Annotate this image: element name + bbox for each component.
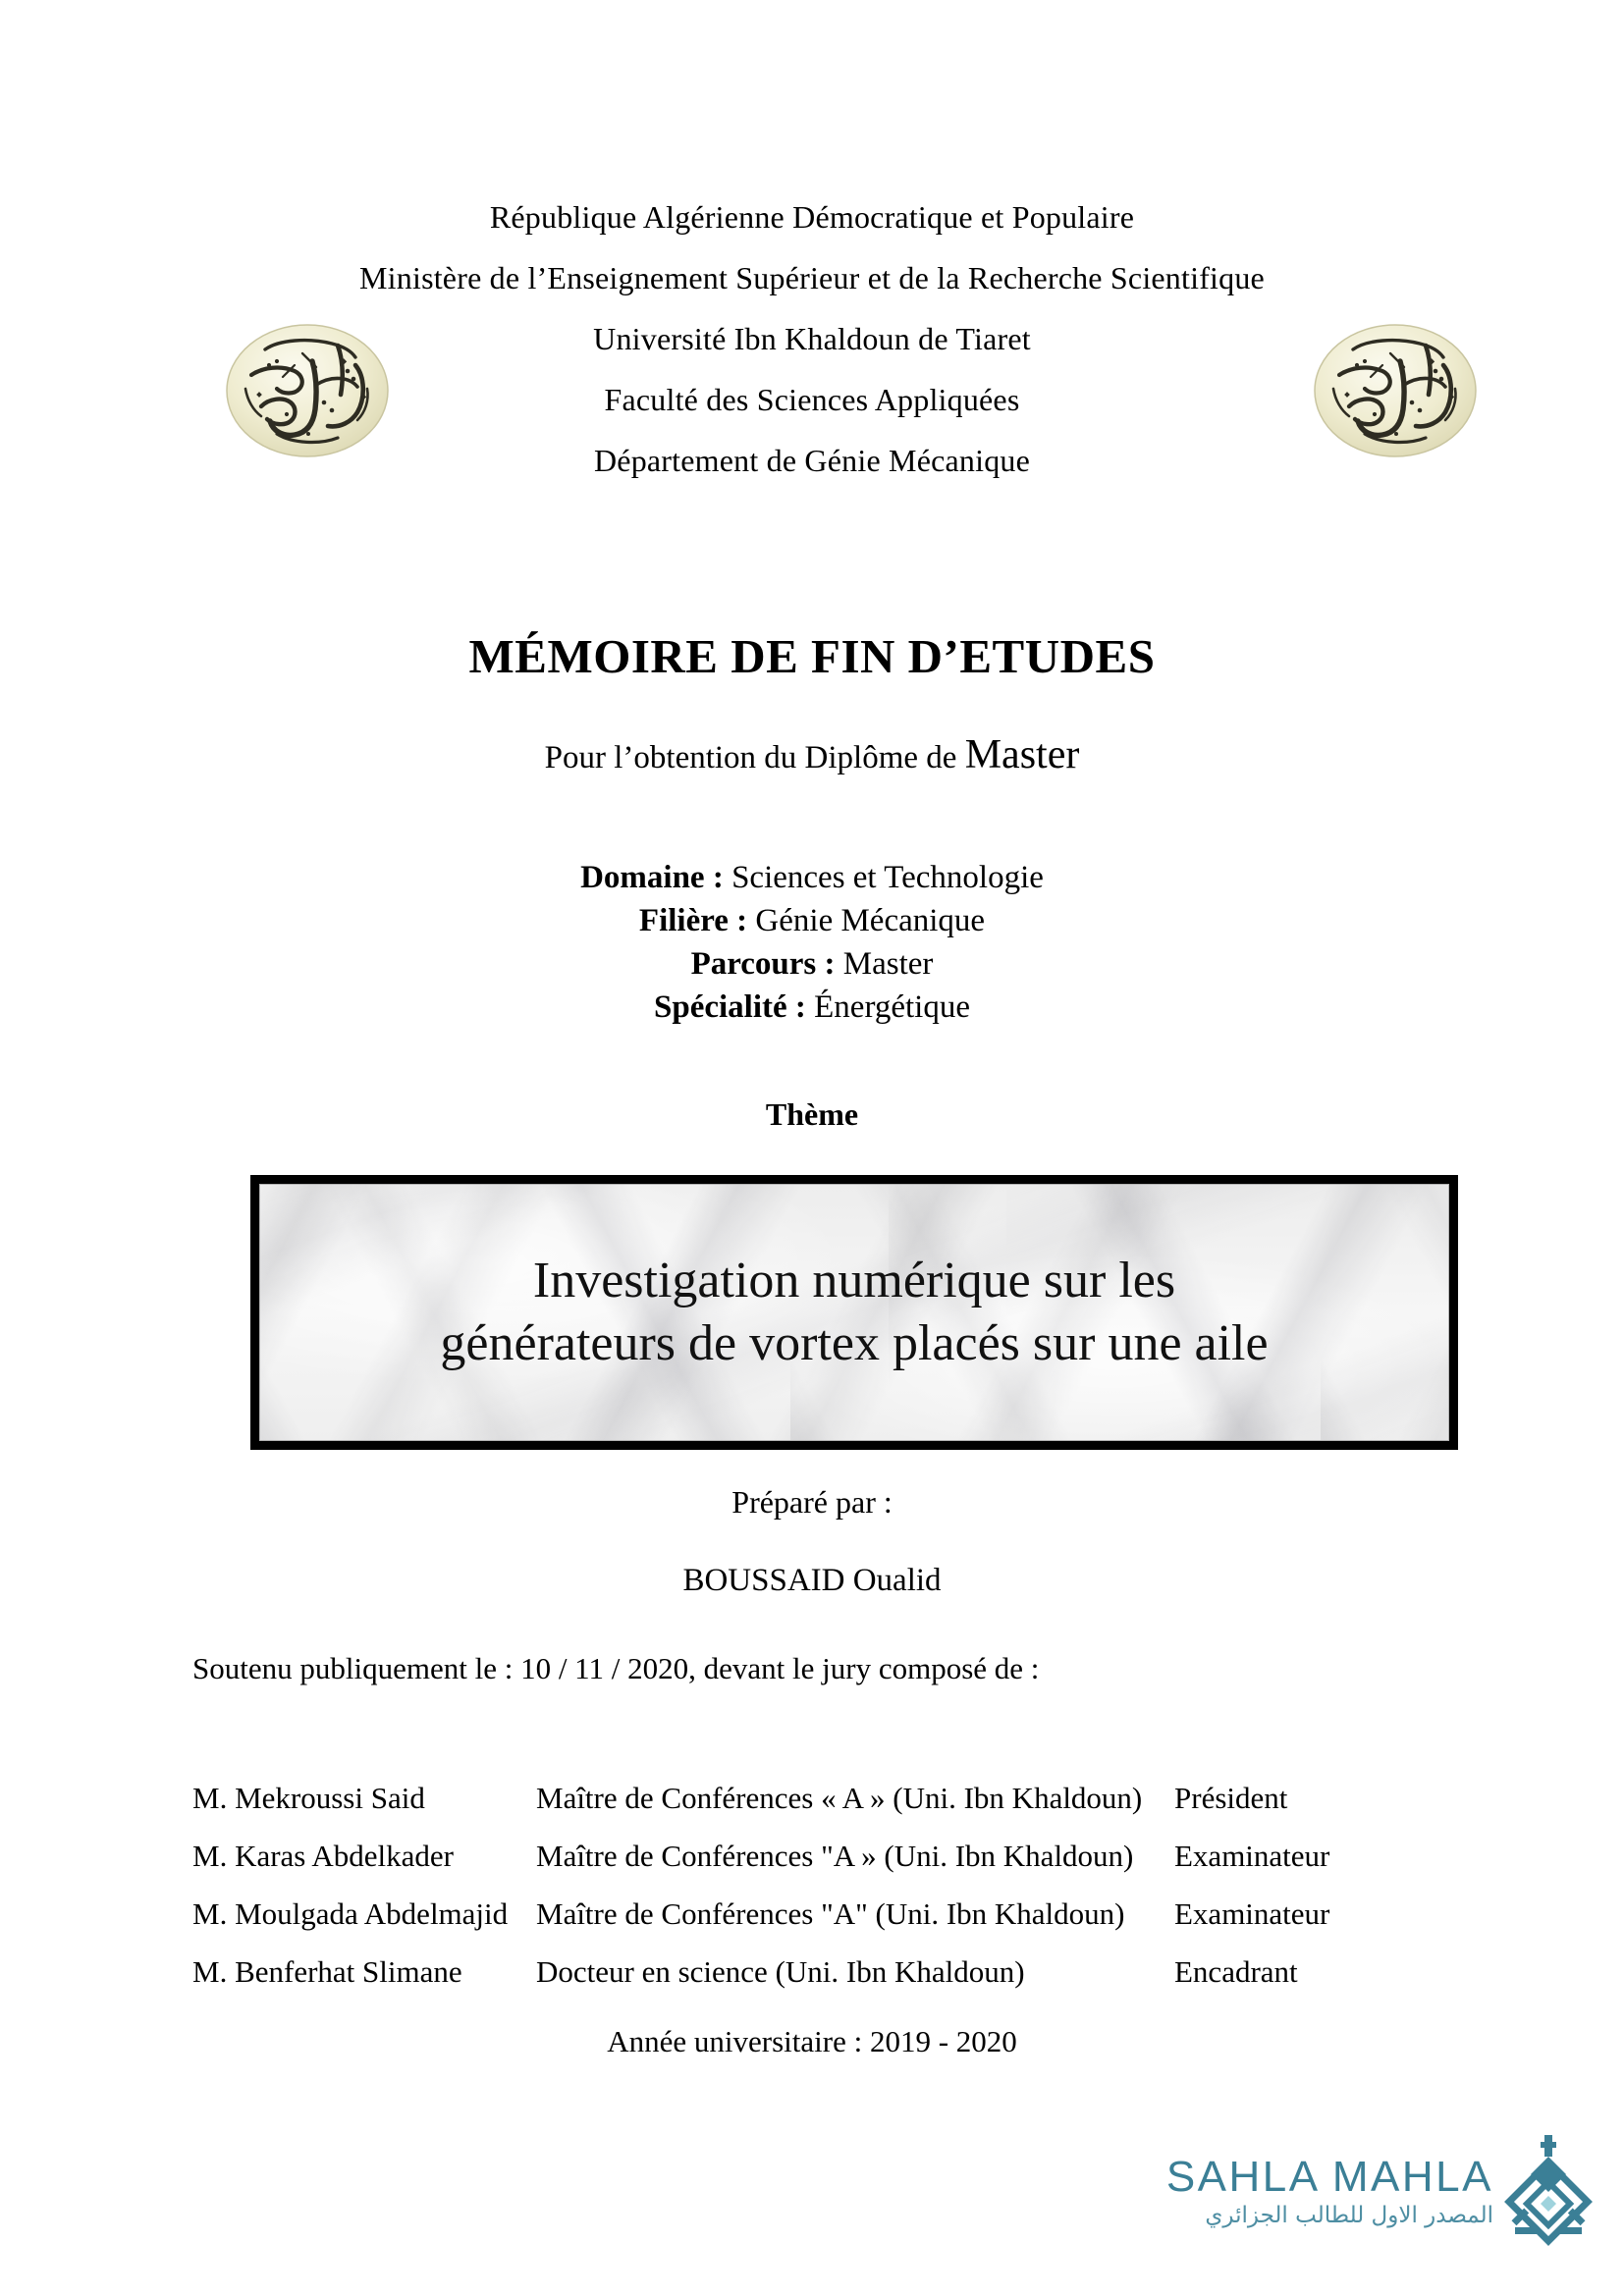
header-line-faculte: Faculté des Sciences Appliquées (604, 382, 1020, 417)
academic-year-line: Année universitaire : 2019 - 2020 (607, 2024, 1017, 2058)
sahla-mahla-watermark (1114, 2128, 1596, 2256)
program-label-specialite: Spécialité : (654, 989, 806, 1025)
program-label-domaine: Domaine : (580, 860, 724, 895)
jury-title-3: Maître de Conférences "A" (Uni. Ibn Khaldoun) (536, 1896, 1125, 1931)
theme-box (250, 1175, 1458, 1450)
defense-date-line: Soutenu publiquement le : 10 / 11 / 2020, devant le jury composé de : (192, 1651, 1040, 1685)
table-row (192, 1943, 1439, 2001)
theme-box-inner (259, 1184, 1449, 1441)
table-row (192, 1769, 1439, 1827)
program-value-parcours: Master (842, 946, 934, 982)
program-label-filiere: Filière : (638, 903, 748, 938)
program-value-domaine: Sciences et Technologie (731, 860, 1044, 895)
header-line-departement: Département de Génie Mécanique (593, 443, 1030, 478)
jury-role-2: Examinateur (1174, 1839, 1330, 1873)
program-row-filiere (0, 899, 1624, 942)
header-line-ministere: Ministère de l’Enseignement Supérieur et de la Recherche Scientifique (359, 260, 1265, 295)
jury-name-1: M. Mekroussi Said (192, 1781, 425, 1815)
table-row (192, 1827, 1439, 1885)
program-details (0, 856, 1624, 1029)
prepared-by-label: Préparé par : (731, 1484, 893, 1520)
watermark-title: SAHLA MAHLA (1165, 2153, 1493, 2201)
theme-title-line-2: générateurs de vortex placés sur une aile (440, 1315, 1269, 1371)
amazigh-diamond-emblem-icon (1501, 2133, 1596, 2251)
header-line-universite: Université Ibn Khaldoun de Tiaret (593, 321, 1031, 356)
theme-title (426, 1250, 1281, 1375)
watermark-text (1114, 2154, 1501, 2230)
watermark-subtitle: المصدر الاول للطالب الجزائري (1205, 2203, 1493, 2228)
jury-title-1: Maître de Conférences « A » (Uni. Ibn Khaldoun) (536, 1781, 1143, 1815)
author-name: BOUSSAID Oualid (682, 1563, 942, 1598)
university-logo-right (1306, 316, 1485, 465)
header-line-republique: République Algérienne Démocratique et Populaire (489, 199, 1135, 235)
program-label-parcours: Parcours : (690, 946, 836, 982)
diploma-degree: Master (964, 732, 1080, 777)
program-value-filiere: Génie Mécanique (755, 903, 986, 938)
diploma-prefix: Pour l’obtention du Diplôme de (544, 740, 957, 775)
jury-name-3: M. Moulgada Abdelmajid (192, 1896, 509, 1931)
university-logo-left (218, 316, 397, 465)
program-row-parcours (0, 942, 1624, 986)
theme-label: Thème (765, 1096, 859, 1132)
table-row (192, 1885, 1439, 1943)
jury-title-2: Maître de Conférences "A » (Uni. Ibn Khaldoun) (536, 1839, 1134, 1873)
jury-role-1: Président (1174, 1781, 1288, 1815)
jury-name-2: M. Karas Abdelkader (192, 1839, 454, 1873)
jury-title-4: Docteur en science (Uni. Ibn Khaldoun) (536, 1954, 1025, 1989)
program-row-domaine (0, 856, 1624, 899)
diploma-line (0, 731, 1624, 778)
memoire-title: MÉMOIRE DE FIN D’ETUDES (468, 629, 1156, 683)
jury-name-4: M. Benferhat Slimane (192, 1954, 462, 1989)
jury-role-3: Examinateur (1174, 1896, 1330, 1931)
program-value-specialite: Énergétique (814, 989, 970, 1025)
theme-title-line-1: Investigation numérique sur les (532, 1253, 1176, 1308)
program-row-specialite (0, 986, 1624, 1029)
jury-table (192, 1769, 1439, 2001)
jury-role-4: Encadrant (1174, 1954, 1298, 1989)
